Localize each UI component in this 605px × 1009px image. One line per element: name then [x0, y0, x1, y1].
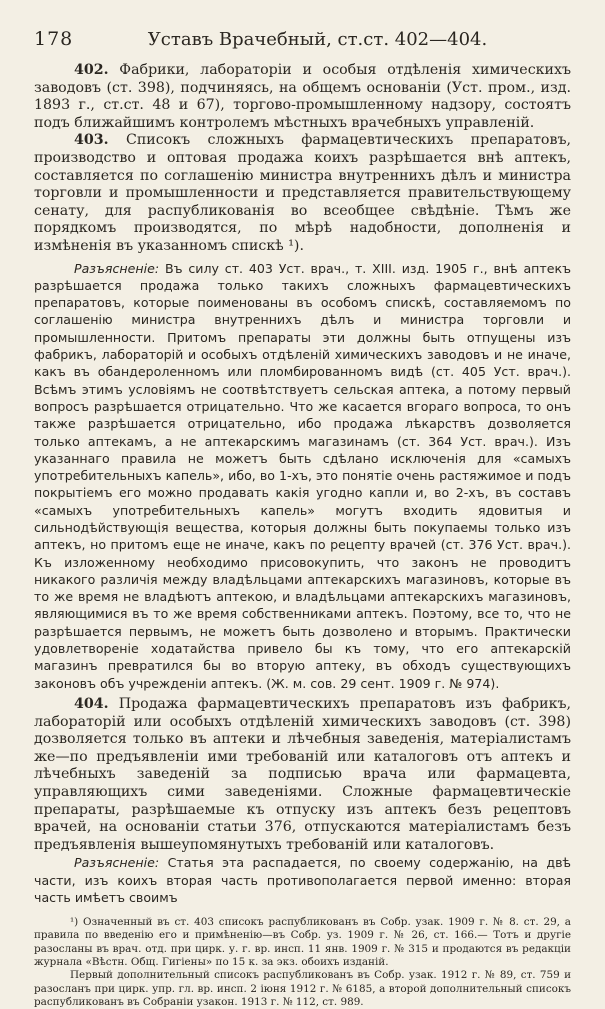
explanation-text: Въ силу ст. 403 Уст. врач., т. XIII. изд. 1905 г., внѣ аптекъ разрѣшается продажа только такихъ сложныхъ фармацевтическихъ препаратовъ, которые поименованы въ особомъ спискѣ, составляемомъ по соглашенію министра внутреннихъ дѣлъ и министра торговли и промышленности. Притомъ препараты эти должны быть отпущены изъ фабрикъ, лабораторій и особыхъ отдѣленій химическихъ заводовъ и не иначе, какъ въ обандероленномъ или пломбированномъ видѣ (ст. 405 Уст. врач.). Всѣмъ этимъ условіямъ не соотвѣтствуетъ сельская аптека, а потому первый вопросъ разрѣшается отрицательно. Что же касается вгораго вопроса, то онъ также разрѣшается отрицательно, ибо продажа лѣкарствъ дозволяется только аптекамъ, а не аптекарскимъ магазинамъ (ст. 364 Уст. врач.). Изъ указаннаго правила не можетъ быть сдѣлано исключенія для «самыхъ употребительныхъ капель», ибо, во 1-хъ, это понятіе очень растяжимое и подъ покрытіемъ его можно продавать какія угодно капли и, во 2-хъ, въ составъ «самыхъ употребительныхъ капель» могутъ входить ядовитыя и сильнодѣйствующія вещества, которыя должны быть покупаемы только изъ аптекъ, но притомъ еще не иначе, какъ по рецепту врачей (ст. 376 Уст. врач.). Къ изложенному необходимо присовокупить, что законъ не проводитъ никакого различія между владѣльцами аптекарскихъ магазиновъ, которые въ то же время не владѣютъ аптекою, и владѣльцами аптекарскихъ магазиновъ, являющимися въ то же время собственниками аптекъ. Поэтому, все то, что не разрѣшается первымъ, не можетъ быть дозволено и вторымъ. Практически удовлетвореніе ходатайства привело бы къ тому, что его аптекарскій магазинъ превратился бы во вторую аптеку, въ обходъ существующихъ законовъ объ учрежденіи аптекъ. (Ж. м. сов. 29 сент. 1909 г. № 974). — [34, 260, 571, 691]
explanation-404 — [34, 854, 571, 906]
article-number: 402. — [74, 62, 109, 78]
explanation-label: Разъясненіе: — [74, 260, 160, 276]
page-header — [34, 28, 571, 62]
explanation-label: Разъясненіе: — [74, 855, 160, 871]
article-text: Продажа фармацевтическихъ препаратовъ изъ фабрикъ, лабораторій или особыхъ отдѣленій химическихъ заводовъ (ст. 398) дозволяется только въ аптеки и лѣчебныя заведенія, матеріалистамъ же—по предъявленіи ими требованій или каталоговъ отъ аптекъ и лѣчебныхъ заведеній за подписью врача или фармацевта, управляющихъ сими заведеніями. Сложные фармацевтическіе препараты, разрѣшаемые къ отпуску изъ аптекъ безъ рецептовъ врачей, на основаніи статьи 376, отпускаются матеріалистамъ безъ предъявленія вышеупомянутыхъ требованій или каталоговъ. — [34, 695, 572, 853]
explanation-text: Статья эта распадается, по своему содержанію, на двѣ части, изъ коихъ вторая часть противополагается первой именно: вторая часть имѣетъ своимъ — [34, 855, 571, 905]
footnote: ¹) Означенный въ ст. 403 списокъ распубликованъ въ Собр. узак. 1909 г. № 8. ст. 29, а правила по введенію его и примѣненію—въ Собр. уз. 1909 г. № 26, ст. 166.— Тотъ и другіе разосланы въ врач. отд. при цирк. у. г. вр. инсп. 11 янв. 1909 г. № 315 и продаются въ редакціи журнала «Вѣстн. Общ. Гигіены» по 15 к. за экз. обоихъ изданій. — [34, 916, 571, 969]
page-number: 178 — [34, 28, 74, 50]
article-text: Фабрики, лабораторіи и особыя отдѣленія химическихъ заводовъ (ст. 398), подчиняясь, на общемъ основаніи (Уст. пром., изд. 1893 г., ст.ст. 48 и 67), торгово-промышленному надзору, состоятъ подъ ближайшимъ контролемъ мѣстныхъ врачебныхъ управленій. — [34, 62, 571, 131]
explanation-403 — [34, 260, 571, 692]
article-number: 404. — [74, 695, 109, 712]
article-402 — [34, 62, 571, 132]
article-403 — [34, 132, 571, 255]
article-404 — [34, 696, 571, 854]
article-text: Списокъ сложныхъ фармацевтическихъ препаратовъ, производство и оптовая продажа коихъ разрѣшается внѣ аптекъ, составляется по соглашенію министра внутреннихъ дѣлъ и министра торговли и промышленности и представляется правительствующему сенату, для распубликованія во всеобщее свѣдѣніе. Тѣмъ же порядкомъ производятся, по мѣрѣ надобности, дополненія и измѣненія въ указанномъ спискѣ ¹). — [34, 132, 571, 254]
article-number: 403. — [74, 132, 109, 149]
running-title: Уставъ Врачебный, ст.ст. 402—404. — [147, 29, 488, 50]
footnote: Первый дополнительный списокъ распубликованъ въ Собр. узак. 1912 г. № 89, ст. 759 и разосланъ при цирк. упр. гл. вр. инсп. 2 іюня 1912 г. № 6185, а второй дополнительный списокъ распубликованъ въ Собраніи узакон. 1913 г. № 112, ст. 989. — [34, 969, 571, 1008]
